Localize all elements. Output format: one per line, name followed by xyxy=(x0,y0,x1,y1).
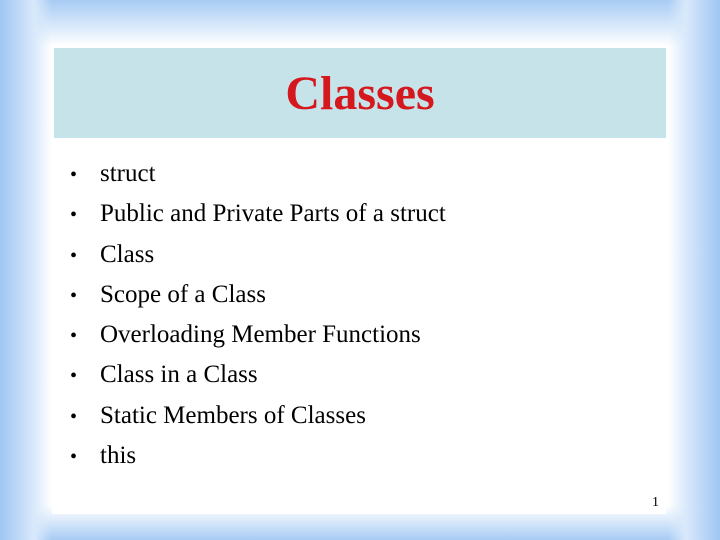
bullet-icon: • xyxy=(70,325,78,348)
bullet-text: this xyxy=(100,442,137,470)
bullet-icon: • xyxy=(70,204,78,227)
bullet-item xyxy=(70,442,446,482)
bullet-text: Scope of a Class xyxy=(100,280,266,308)
bullet-icon: • xyxy=(70,446,78,469)
bullet-item xyxy=(70,281,446,321)
bullet-text: Overloading Member Functions xyxy=(100,321,421,349)
bullet-icon: • xyxy=(70,284,78,307)
bullet-text: Static Members of Classes xyxy=(100,401,366,429)
bullet-text: Class xyxy=(100,240,155,268)
bullet-item xyxy=(70,361,446,401)
bullet-text: Public and Private Parts of a struct xyxy=(100,200,446,228)
page-number: 1 xyxy=(652,495,659,510)
bullet-icon: • xyxy=(70,405,78,428)
bullet-item xyxy=(70,241,446,281)
bullet-icon: • xyxy=(70,164,78,186)
bullet-item xyxy=(70,321,446,361)
bullet-item xyxy=(70,200,446,240)
bullet-list xyxy=(70,160,446,482)
title-bar xyxy=(54,48,666,138)
bullet-item xyxy=(70,160,446,200)
bullet-item xyxy=(70,402,446,442)
bullet-text: Class in a Class xyxy=(100,361,258,389)
bullet-icon: • xyxy=(70,365,78,388)
bullet-icon: • xyxy=(70,244,78,267)
bullet-text: struct xyxy=(100,160,156,187)
slide-title: Classes xyxy=(285,67,435,120)
